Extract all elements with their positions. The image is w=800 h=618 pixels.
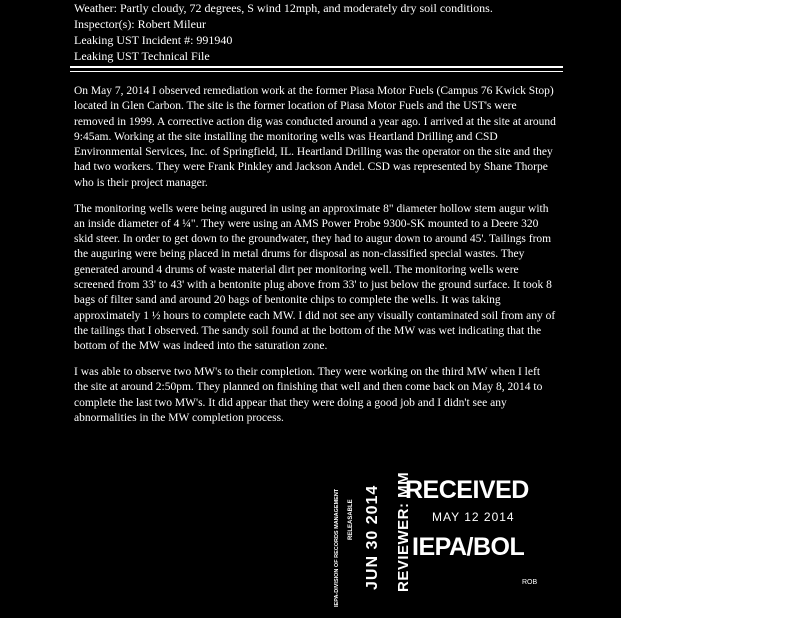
paragraph-2: The monitoring wells were being augured in using an approximate 8" diameter hollow stem augur with an inside diameter of 4 ¼". They were using an AMS Power Probe 9300-SK mounted to a Deere 320 skid steer. In order to get down to the groundwater, they had to augur down to around 45'. Tailings from the auguring were being placed in metal drums for disposal as non-classified special wastes. They generated around 4 drums of waste material dirt per monitoring well. The monitoring wells were screened from 33' to 43' with a bentonite plug above from 33' to just below the ground surface. It took 8 bags of filter sand and around 20 bags of bentonite chips to complete the wells. It was taking approximately 1 ½ hours to complete each MW. I did not see any visually contaminated soil from any of the tailings that I observed. The sandy soil found at the bottom of the MW was wet indicating that the bottom of the MW was indeed into the saturation zone. <box>74 202 556 353</box>
stamp-releasable: RELEASABLE <box>348 499 354 540</box>
weather-line: Weather: Partly cloudy, 72 degrees, S wind 12mph, and moderately dry soil conditions. <box>74 1 493 15</box>
release-date-stamp: JUN 30 2014 <box>364 484 381 590</box>
received-date: MAY 12 2014 <box>432 510 515 524</box>
report-body <box>74 84 556 437</box>
header-divider-thin <box>70 71 563 72</box>
office-stamp: IEPA/BOL <box>412 533 525 561</box>
header-divider <box>70 66 563 68</box>
paragraph-1: On May 7, 2014 I observed remediation work at the former Piasa Motor Fuels (Campus 76 Kwick Stop) located in Glen Carbon. The site is the former location of Piasa Motor Fuels and the UST's were removed in 1999. A corrective action dig was conducted around a year ago. I arrived at the site at around 9:45am. Working at the site installing the monitoring wells was Heartland Drilling and CSD Environmental Services, Inc. of Springfield, IL. Heartland Drilling was the operator on the site and they had two workers. They were Frank Pinkley and Jackson Andel. CSD was represented by Shane Thorpe who is their project manager. <box>74 85 556 189</box>
incident-line: Leaking UST Incident #: 991940 <box>74 33 233 47</box>
file-line: Leaking UST Technical File <box>74 49 210 63</box>
report-header <box>74 0 574 64</box>
reviewer-stamp: REVIEWER: MM <box>395 471 412 592</box>
inspector-line: Inspector(s): Robert Mileur <box>74 17 206 31</box>
received-stamp: RECEIVED <box>405 476 529 504</box>
paragraph-3: I was able to observe two MW's to their completion. They were working on the third MW when I left the site at around 2:50pm. They planned on finishing that well and then come back on May 8, 2014 to complete the last two MW's. It did appear that they were doing a good job and I didn't see any abnormalities in the MW completion process. <box>74 366 543 424</box>
initials-stamp: ROB <box>522 579 538 586</box>
stamp-division-line: IEPA-DIVISION OF RECORDS MANAGEMENT <box>334 488 340 607</box>
